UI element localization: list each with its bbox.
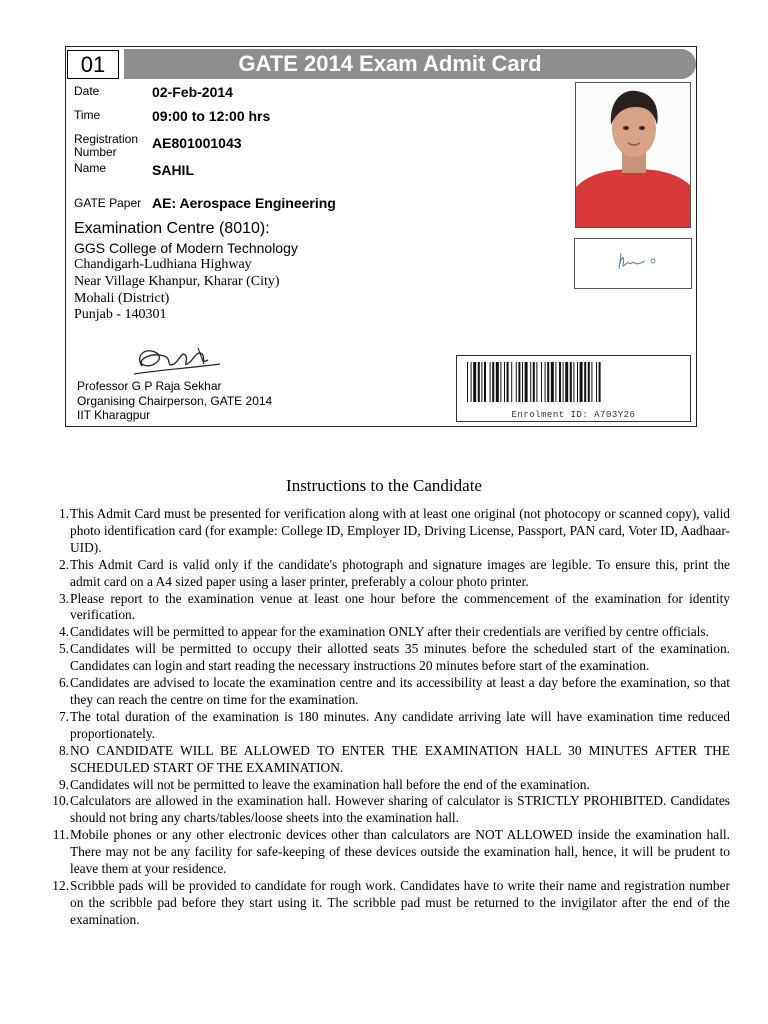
instruction-number: 10. (52, 793, 69, 809)
instruction-number: 11. (52, 827, 69, 843)
instruction-item (38, 793, 730, 827)
candidate-signature-box (574, 238, 692, 289)
instruction-item (38, 557, 730, 591)
instruction-text: Candidates will be permitted to occupy their allotted seats 35 minutes before the scheduled start of the examination. Candidates can login and start reading the necessary instructions 20 minutes before start of the examination. (70, 641, 730, 674)
signatory-designation: Organising Chairperson, GATE 2014 (77, 394, 273, 408)
date-value: 02-Feb-2014 (152, 84, 233, 100)
centre-name: GGS College of Modern Technology (74, 240, 298, 256)
centre-address-line: Punjab - 140301 (74, 307, 167, 322)
date-label: Date (74, 84, 100, 98)
instruction-text: This Admit Card must be presented for verification along with at least one original (not photocopy or scanned copy), valid photo identification card (for example: College ID, Employer ID, Driving License, Passport, PAN card, Voter ID, Aadhaar-UID). (70, 506, 730, 555)
centre-title: Examination Centre (8010): (74, 220, 270, 237)
instruction-number: 9. (58, 776, 69, 792)
instruction-text: Please report to the examination venue at least one hour before the commencement of the examination for identity verification. (70, 590, 730, 623)
enrolment-barcode (457, 356, 690, 404)
instructions-title: Instructions to the Candidate (286, 476, 482, 495)
name-value: SAHIL (152, 162, 194, 178)
registration-label-number: Number (74, 145, 117, 159)
instructions-list (38, 506, 730, 929)
instruction-item (38, 878, 730, 929)
instruction-item (38, 506, 730, 557)
instruction-item (38, 743, 730, 777)
enrolment-id: Enrolment ID: A703Y26 (511, 410, 636, 420)
instruction-text: Mobile phones or any other electronic devices other than calculators are NOT ALLOWED inside the examination hall. There may not be any facility for safe-keeping of these devices outside the examination hall, hence, it will be prudent to leave them at your residence. (70, 827, 730, 877)
instruction-number: 12. (52, 877, 69, 893)
centre-address-line: Near Village Khanpur, Kharar (City) (74, 274, 280, 289)
candidate-photo (575, 82, 691, 228)
instruction-text: Candidates are advised to locate the examination centre and its accessibility at least a day before the examination, so that they can reach the centre on time for the examination. (70, 675, 730, 707)
instruction-number: 8. (58, 742, 69, 758)
instruction-number: 1. (58, 506, 69, 521)
card-number: 01 (67, 50, 119, 79)
instruction-item (38, 591, 730, 625)
signatory-name: Professor G P Raja Sekhar (77, 379, 222, 393)
instruction-text: Candidates will not be permitted to leave the examination hall before the end of the examination. (70, 776, 590, 792)
instruction-item (38, 641, 730, 675)
name-label: Name (74, 161, 107, 175)
instruction-text: Calculators are allowed in the examination hall. However sharing of calculator is STRICTLY PROHIBITED. Candidates should not bring any charts/tables/loose sheets into the examination hall. (70, 793, 730, 826)
registration-value: AE801001043 (152, 135, 242, 151)
instruction-text: The total duration of the examination is 180 minutes. Any candidate arriving late will have examination time reduced proportionately. (70, 708, 730, 741)
instruction-item (38, 675, 730, 709)
instruction-item (38, 777, 730, 794)
candidate-signature (575, 239, 691, 288)
instruction-number: 3. (58, 590, 69, 606)
time-label: Time (74, 108, 101, 122)
paper-value: AE: Aerospace Engineering (152, 195, 336, 211)
instruction-number: 5. (58, 641, 69, 657)
instruction-text: Candidates will be permitted to appear for the examination ONLY after their credentials are verified by centre officials. (70, 624, 709, 640)
paper-label: GATE Paper (74, 196, 142, 210)
instruction-number: 2. (58, 556, 69, 572)
time-value: 09:00 to 12:00 hrs (152, 108, 271, 124)
instruction-number: 4. (58, 624, 69, 640)
instruction-text: NO CANDIDATE WILL BE ALLOWED TO ENTER THE EXAMINATION HALL 30 MINUTES AFTER THE SCHEDULED START OF THE EXAMINATION. (70, 742, 730, 775)
instruction-number: 7. (58, 708, 69, 724)
centre-address-line: Mohali (District) (74, 291, 170, 306)
instruction-number: 6. (58, 675, 69, 691)
instruction-item (38, 624, 730, 641)
card-title: GATE 2014 Exam Admit Card (238, 51, 542, 76)
centre-address-line: Chandigarh-Ludhiana Highway (74, 257, 252, 272)
signatory-institute: IIT Kharagpur (77, 408, 151, 422)
chairperson-signature (120, 340, 225, 380)
instruction-text: Scribble pads will be provided to candidate for rough work. Candidates have to write their name and registration number on the scribble pad before they start using it. The scribble pad must be returned to the invigilator after the end of the examination. (70, 877, 730, 927)
registration-label: Registration (74, 132, 139, 146)
instruction-item (38, 827, 730, 878)
instruction-item (38, 709, 730, 743)
instruction-text: This Admit Card is valid only if the candidate's photograph and signature images are legible. To ensure this, print the admit card on a A4 sized paper using a laser printer, preferably a colour photo printer. (70, 556, 730, 589)
